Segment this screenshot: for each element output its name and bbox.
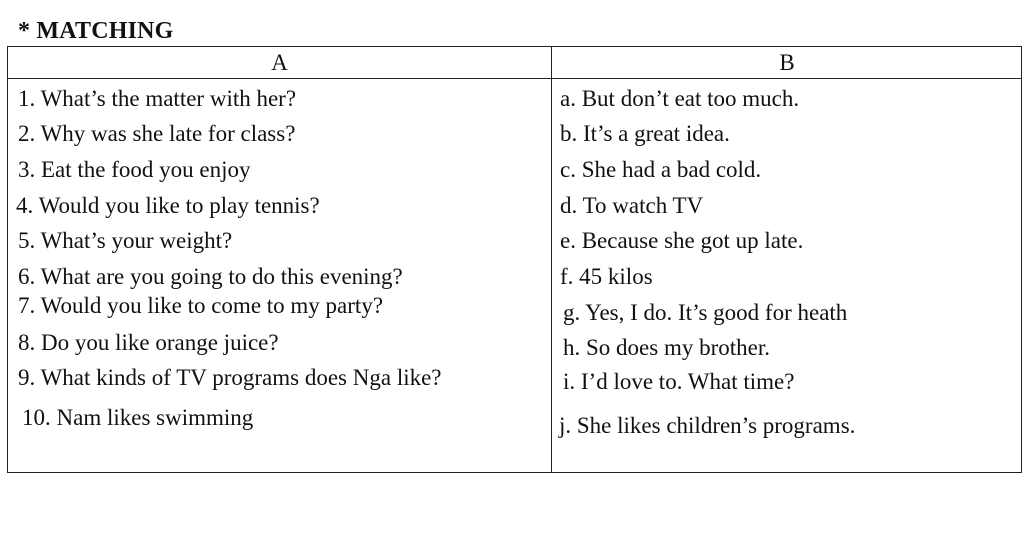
column-a-item: 3. Eat the food you enjoy bbox=[18, 157, 251, 182]
column-a-header: A bbox=[271, 50, 288, 75]
column-b-header: B bbox=[779, 50, 795, 75]
column-b-item: f. 45 kilos bbox=[560, 264, 653, 289]
column-a-item: 7. Would you like to come to my party? bbox=[18, 293, 384, 318]
column-a-item: 8. Do you like orange juice? bbox=[18, 330, 279, 355]
column-b-item: h. So does my brother. bbox=[563, 335, 770, 360]
header-divider bbox=[8, 78, 1021, 79]
column-b-item: d. To watch TV bbox=[560, 193, 704, 218]
column-a-item: 4. Would you like to play tennis? bbox=[16, 193, 320, 218]
column-a-item: 1. What’s the matter with her? bbox=[18, 86, 297, 111]
matching-table bbox=[7, 46, 1022, 473]
column-b-item: b. It’s a great idea. bbox=[560, 121, 730, 146]
column-a-item: 9. What kinds of TV programs does Nga like? bbox=[18, 365, 442, 390]
column-b-item: e. Because she got up late. bbox=[560, 228, 804, 253]
column-a-item: 6. What are you going to do this evening? bbox=[18, 264, 403, 289]
column-divider bbox=[551, 47, 552, 472]
column-b-item: i. I’d love to. What time? bbox=[563, 369, 795, 394]
column-a-item: 5. What’s your weight? bbox=[18, 228, 233, 253]
page-title: * MATCHING bbox=[18, 18, 174, 44]
column-b-item: c. She had a bad cold. bbox=[560, 157, 762, 182]
column-a-item: 10. Nam likes swimming bbox=[22, 405, 254, 430]
column-b-item: g. Yes, I do. It’s good for heath bbox=[563, 300, 848, 325]
column-b-item: a. But don’t eat too much. bbox=[560, 86, 800, 111]
column-a-item: 2. Why was she late for class? bbox=[18, 121, 296, 146]
column-b-item: j. She likes children’s programs. bbox=[559, 413, 856, 438]
